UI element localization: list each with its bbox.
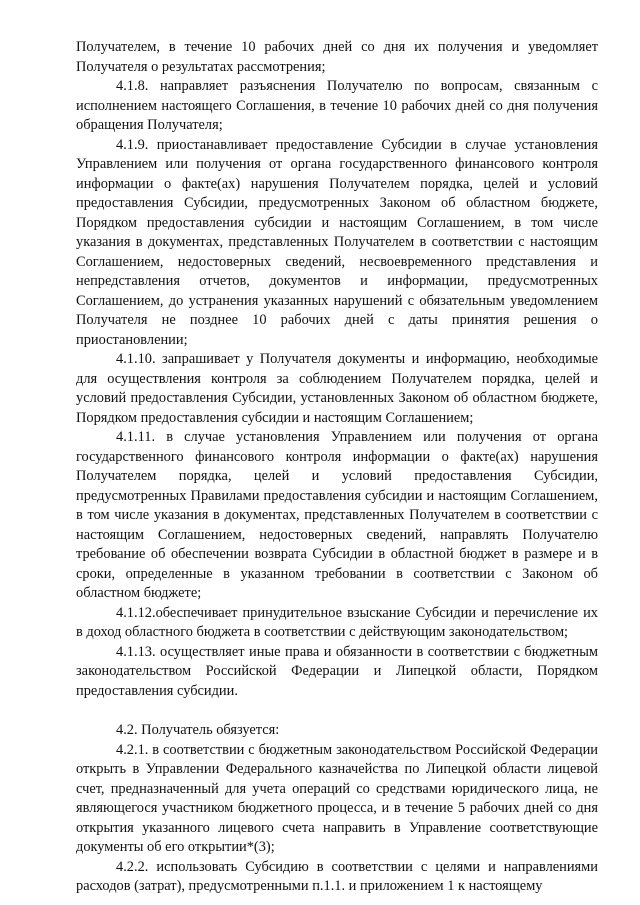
clause-4-1-11: 4.1.11. в случае установления Управлением или получения от органа государственного финансового контроля информации о факте(ах) нарушения Получателем порядка, целей и условий предоставления Субсидии, предусмотренных Правилами предоставления субсидии и настоящим Соглашением, в том числе указания в документах, представленных Получателем в соответствии с настоящим Соглашением, недостоверных сведений, направлять Получателю требование об обеспечении возврата Субсидии в областной бюджет в размере и в сроки, определенные в указанном требовании в соответствии с Законом об областном бюджете; [76, 429, 598, 601]
section-spacer [76, 701, 598, 721]
clause-4-1-12: 4.1.12.обеспечивает принудительное взыскание Субсидии и перечисление их в доход областного бюджета в соответствии с действующим законодательством; [76, 604, 598, 640]
clause-4-2-1: 4.2.1. в соответствии с бюджетным законодательством Российской Федерации открыть в Управлении Федерального казначейства по Липецкой области лицевой счет, предназначенный для учета операций со средствами юридического лица, не являющегося участником бюджетного процесса, и в течение 5 рабочих дней со дня открытия указанного лицевого счета направить в Управление соответствующие документы об его открытии*(3); [76, 741, 598, 855]
document-page [76, 38, 598, 897]
paragraph-continuation: Получателем, в течение 10 рабочих дней со дня их получения и уведомляет Получателя о результатах рассмотрения; [76, 39, 598, 75]
clause-4-1-8: 4.1.8. направляет разъяснения Получателю по вопросам, связанным с исполнением настоящего Соглашения, в течение 10 рабочих дней со дня получения обращения Получателя; [76, 78, 598, 133]
clause-4-1-13: 4.1.13. осуществляет иные права и обязанности в соответствии с бюджетным законодательством Российской Федерации и Липецкой области, Порядком предоставления субсидии. [76, 643, 598, 699]
clause-4-2-2: 4.2.2. использовать Субсидию в соответствии с целями и направлениями расходов (затрат), предусмотренными п.1.1. и приложением 1 к настоящему [76, 858, 598, 894]
section-4-2-heading: 4.2. Получатель обязуется: [116, 722, 280, 738]
clause-4-1-9: 4.1.9. приостанавливает предоставление Субсидии в случае установления Управлением или получения от органа государственного финансового контроля информации о факте(ах) нарушения Получателем порядка, целей и условий предоставления Субсидии, предусмотренных Законом об областном бюджете, Порядком предоставления субсидии и настоящим Соглашением, в том числе указания в документах, представленных Получателем в соответствии с настоящим Соглашением, недостоверных сведений, несвоевременного представления и непредставления отчетов, документов и информации, предусмотренных Соглашением, до устранения указанных нарушений с обязательным уведомлением Получателя не позднее 10 рабочих дней с даты принятия решения о приостановлении; [76, 136, 598, 348]
clause-4-1-10: 4.1.10. запрашивает у Получателя документы и информацию, необходимые для осуществления контроля за соблюдением Получателем порядка, целей и условий предоставления Субсидии, установленных Законом об областном бюджете, Порядком предоставления субсидии и настоящим Соглашением; [76, 351, 598, 426]
